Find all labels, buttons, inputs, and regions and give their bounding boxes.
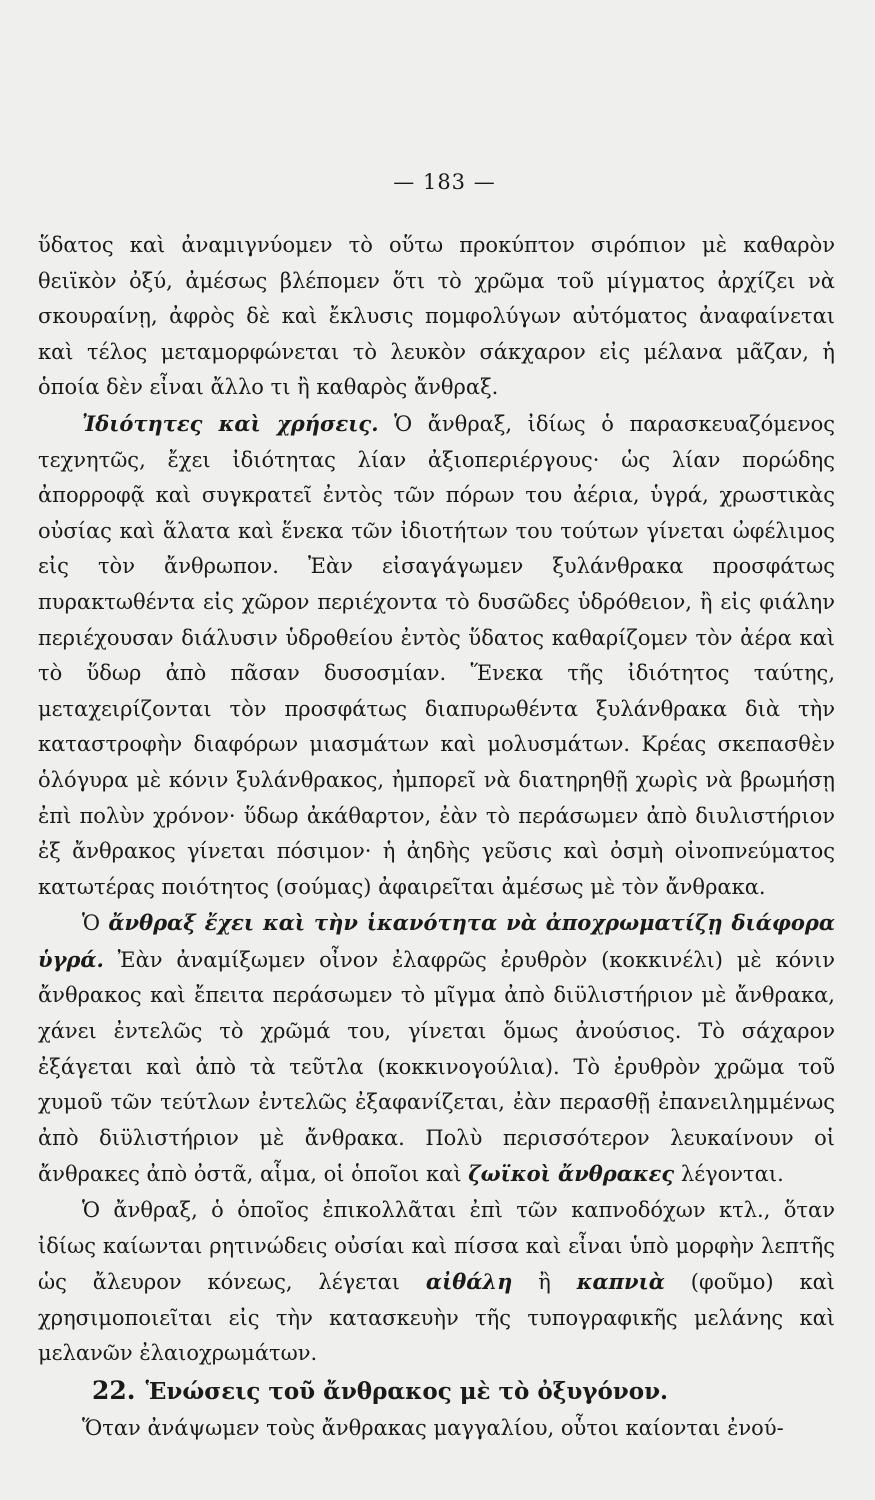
emphasized-text: καπνιὰ — [576, 1269, 665, 1295]
paragraph-text: ἢ — [512, 1270, 577, 1295]
emphasized-text: ζωϊκοὶ ἄνθρακες — [468, 1161, 675, 1187]
paragraph-text: (φοῦμο) καὶ χρησιμοποιεῖται εἰς τὴν κατασκευὴν τῆς τυπογραφικῆς μελάνης καὶ μελανῶν ἐλαιοχρωμάτων. — [38, 1270, 836, 1366]
paragraph-text: Ὁ ἄνθραξ, ἰδίως ὁ παρασκευαζόμενος τεχνητῶς, ἔχει ἰδιότητας λίαν ἀξιοπεριέργους· ὡς λίαν πορώδης ἀπορροφᾷ καὶ συγκρατεῖ ἐντὸς τῶν πόρων του ἀέρια, ὑγρά, χρωστικὰς οὐσίας καὶ ἅλατα καὶ ἕνεκα τῶν ἰδιοτήτων του τούτων γίνεται ὠφέλιμος εἰς τὸν ἄνθρωπον. Ἐὰν εἰσαγάγωμεν ξυλάνθρακα προσφάτως πυρακτωθέντα εἰς χῶρον περιέχοντα τὸ δυσῶδες ὑδρόθειον, ἢ εἰς φιάλην περιέχουσαν διάλυσιν ὑδροθείου ἐντὸς ὕδατος καθαρίζομεν τὸν ἀέρα καὶ τὸ ὕδωρ ἀπὸ πᾶσαν δυσοσμίαν. Ἕνεκα τῆς ἰδιότητος ταύτης, μεταχειρίζονται τὸν προσφάτως διαπυρωθέντα ξυλάνθρακα διὰ τὴν καταστροφὴν διαφόρων μιασμάτων καὶ μολυσμάτων. Κρέας σκεπασθὲν ὁλόγυρα μὲ κόνιν ξυλάνθρακος, ἠμπορεῖ νὰ διατηρηθῇ χωρὶς νὰ βρωμήσῃ ἐπὶ πολὺν χρόνον· ὕδωρ ἀκάθαρτον, ἐὰν τὸ περάσωμεν ἀπὸ διυλιστήριον ἐξ ἄνθρακος γίνεται πόσιμον· ἡ ἀηδὴς γεῦσις καὶ ὀσμὴ οἰνοπνεύματος κατωτέρας ποιότητος (σούμας) ἀφαιρεῖται ἀμέσως μὲ τὸν ἄνθρακα. — [38, 411, 835, 899]
paragraph-text: Ὁ ἄνθραξ, ὁ ὁποῖος ἐπικολλᾶται ἐπὶ τῶν καπνοδόχων κτλ., ὅταν ἰδίως καίωνται ρητινώδεις οὐσίαι καὶ πίσσα καὶ εἶναι ὑπὸ μορφὴν λεπτῆς ὡς ἄλευρον κόνεως, λέγεται — [38, 1198, 835, 1295]
paragraph — [38, 1193, 835, 1372]
section-number: 22. — [92, 1376, 136, 1405]
paragraph-text: Ἐὰν ἀναμίξωμεν οἶνον ἐλαφρῶς ἐρυθρὸν (κοκκινέλι) μὲ κόνιν ἄνθρακος καὶ ἔπειτα περάσωμεν τὸ μῖγμα ἀπὸ διϋλιστήριον μὲ ἄνθρακα, χάνει ἐντελῶς τὸ χρῶμά του, γίνεται ὅμως ἀνούσιος. Τὸ σάχαρον ἐξάγεται καὶ ἀπὸ τὰ τεῦτλα (κοκκινογούλια). Τὸ ἐρυθρὸν χρῶμα τοῦ χυμοῦ τῶν τεύτλων ἐντελῶς ἐξαφανίζεται, ἐὰν περασθῇ ἐπανειλημμένως ἀπὸ διϋλιστήριον μὲ ἄνθρακα. Πολὺ περισσότερον λευκαίνουν οἱ ἄνθρακες ἀπὸ ὀστᾶ, αἷμα, οἱ ὁποῖοι καὶ — [38, 947, 835, 1187]
closing-paragraph: Ὅταν ἀνάψωμεν τοὺς ἄνθρακας μαγγαλίου, οὗτοι καίονται ἐνού- — [82, 1416, 784, 1440]
paragraph — [38, 905, 835, 1193]
paragraph — [38, 406, 835, 905]
emphasized-text: ἄνθραξ ἔχει καὶ τὴν ἱκανότητα νὰ ἀποχρωματίζῃ διάφορα ὑγρά. — [38, 910, 835, 972]
paragraph-text: ὕδατος καὶ ἀναμιγνύομεν τὸ οὕτω προκύπτον σιρόπιον μὲ καθαρὸν θειϊκὸν ὀξύ, ἀμέσως βλέπομεν ὅτι τὸ χρῶμα τοῦ μίγματος ἀρχίζει νὰ σκουραίνῃ, ἀφρὸς δὲ καὶ ἔκλυσις πομφολύγων αὐτόματος ἀναφαίνεται καὶ τέλος μεταμορφώνεται τὸ λευκὸν σάκχαρον εἰς μέλανα μᾶζαν, ἡ ὁποία δὲν εἶναι ἄλλο τι ἢ καθαρὸς ἄνθραξ. — [38, 233, 835, 400]
section-title: Ἑνώσεις τοῦ ἄνθρακος μὲ τὸ ὀξυγόνον. — [145, 1378, 669, 1405]
emphasized-text: Ἰδιότητες καὶ χρήσεις. — [82, 410, 379, 436]
paragraph-text: Ὁ — [82, 911, 109, 936]
body-text — [38, 228, 835, 1372]
emphasized-text: αἰθάλη — [425, 1269, 513, 1295]
page-number: — 183 — — [393, 170, 496, 194]
paragraph — [38, 228, 835, 406]
section-heading — [38, 1372, 835, 1411]
paragraph-text: λέγονται. — [674, 1162, 784, 1187]
